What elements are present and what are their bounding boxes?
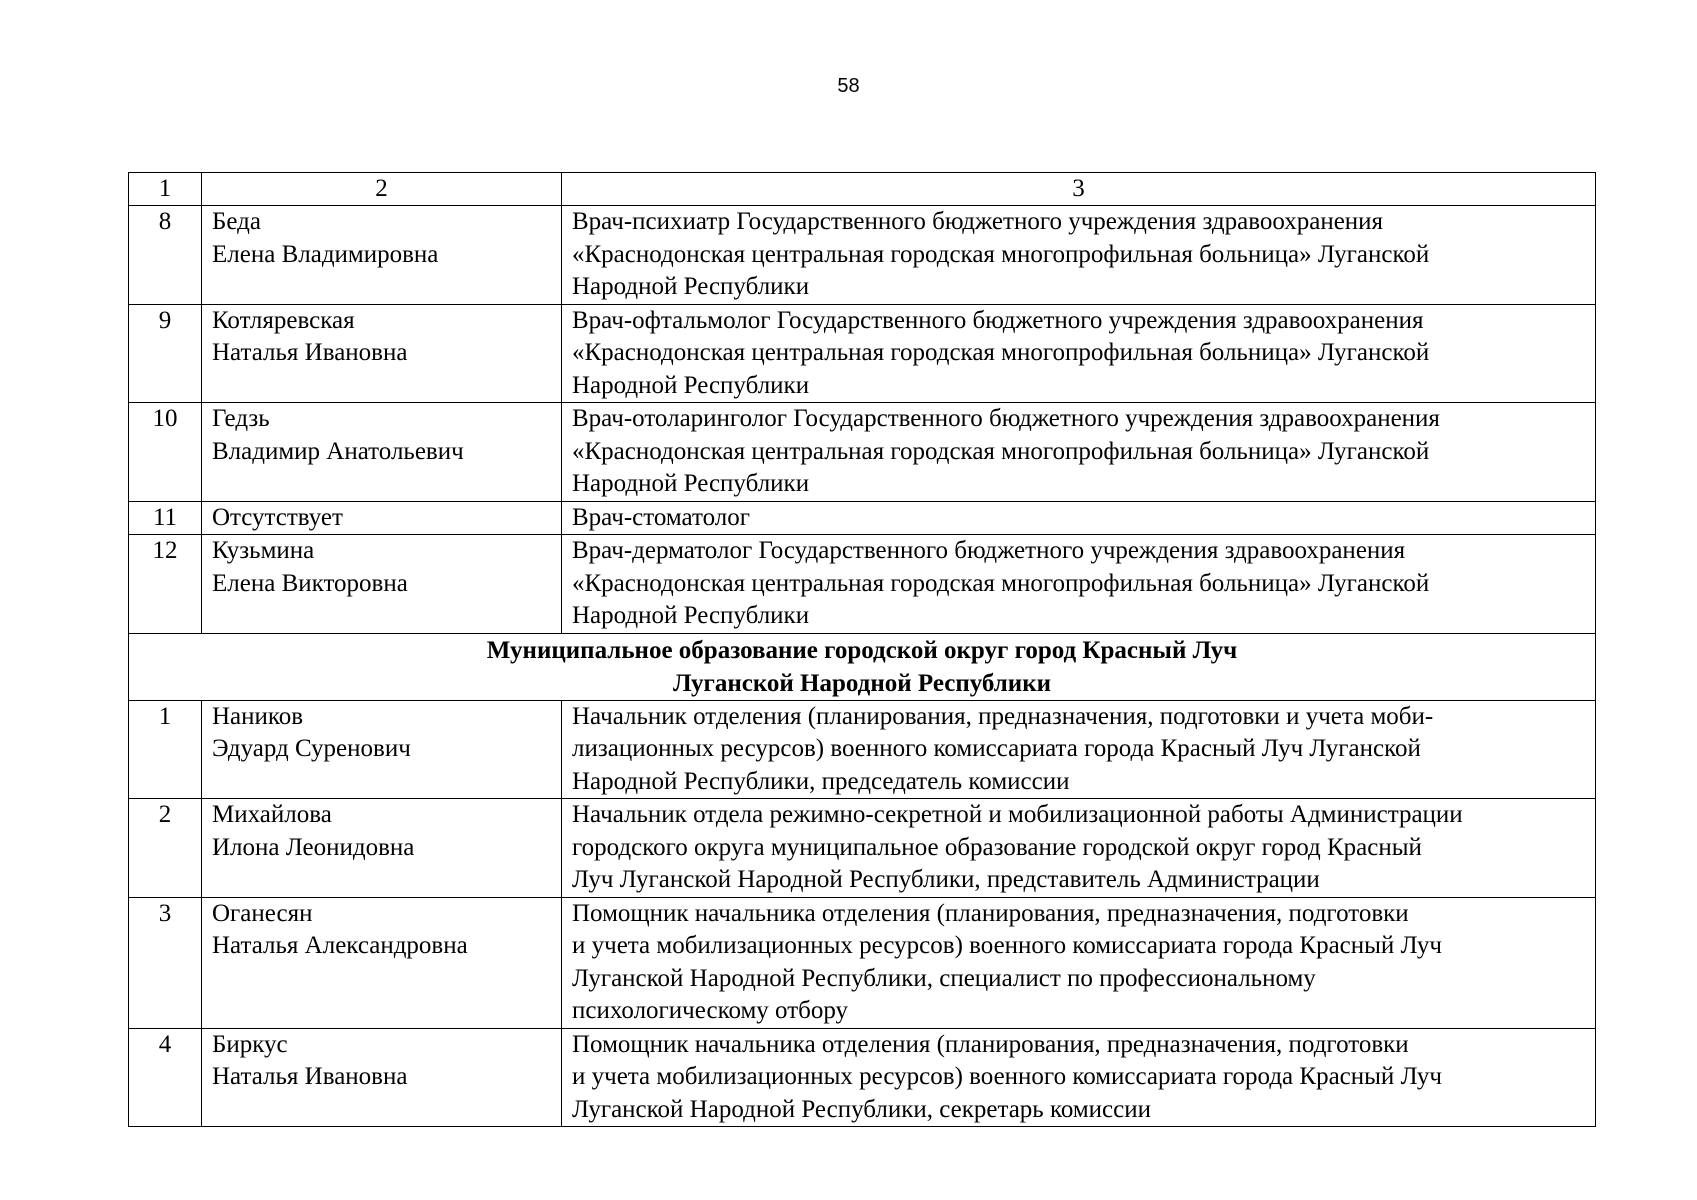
position-line: «Краснодонская центральная городская многопрофильная больница» Луганской — [572, 437, 1430, 465]
row-number: 11 — [129, 501, 202, 535]
position-line: Луч Луганской Народной Республики, представитель Администрации — [572, 866, 1320, 893]
position-cell — [562, 403, 1596, 502]
last-name: Беда — [212, 208, 261, 235]
table-body — [129, 173, 1596, 1127]
position-cell — [562, 700, 1596, 799]
position-line: Врач-офтальмолог Государственного бюджетного учреждения здравоохранения — [572, 306, 1424, 334]
last-name: Биркус — [212, 1030, 288, 1058]
position-line: Начальник отделения (планирования, предназначения, подготовки и учета моби- — [572, 702, 1434, 730]
position-line: «Краснодонская центральная городская многопрофильная больница» Луганской — [572, 569, 1430, 597]
position-line: Народной Республики, председатель комиссии — [572, 767, 1070, 795]
position-line: «Краснодонская центральная городская многопрофильная больница» Луганской — [572, 240, 1430, 268]
person-name-cell — [202, 897, 562, 1028]
header-row — [129, 173, 1596, 206]
row-number: 12 — [129, 535, 202, 634]
position-line: Народной Республики — [572, 371, 810, 399]
person-name-cell — [202, 501, 562, 535]
position-line: Врач-психиатр Государственного бюджетного учреждения здравоохранения — [572, 208, 1384, 235]
row-number: 8 — [129, 206, 202, 305]
row-number: 10 — [129, 403, 202, 502]
section-heading-line-2: Луганской Народной Республики — [672, 669, 1052, 697]
position-line: Врач-дерматолог Государственного бюджетного учреждения здравоохранения — [572, 537, 1406, 564]
table-row — [129, 206, 1596, 305]
position-line: психологическому отбору — [572, 997, 849, 1024]
position-cell — [562, 897, 1596, 1028]
section-heading — [129, 633, 1596, 700]
person-name-cell — [202, 535, 562, 634]
page-number: 58 — [837, 75, 860, 97]
position-line: Народной Республики — [572, 273, 810, 300]
position-cell — [562, 535, 1596, 634]
position-cell — [562, 206, 1596, 305]
position-line: Помощник начальника отделения (планирования, предназначения, подготовки — [572, 899, 1409, 927]
table-row — [129, 304, 1596, 403]
first-middle-name: Наталья Ивановна — [212, 339, 408, 366]
first-middle-name: Наталья Ивановна — [212, 1063, 408, 1090]
position-line: и учета мобилизационных ресурсов) военного комиссариата города Красный Луч — [572, 1063, 1442, 1090]
table-row — [129, 501, 1596, 535]
first-middle-name: Наталья Александровна — [212, 932, 468, 959]
table-row — [129, 1028, 1596, 1127]
last-name: Котляревская — [212, 306, 355, 334]
position-line: и учета мобилизационных ресурсов) военного комиссариата города Красный Луч — [572, 932, 1442, 959]
table-row — [129, 535, 1596, 634]
person-name-cell — [202, 799, 562, 898]
person-name-cell — [202, 304, 562, 403]
commission-table — [128, 172, 1596, 1127]
position-line: Врач-отоларинголог Государственного бюджетного учреждения здравоохранения — [572, 405, 1440, 432]
person-name-cell — [202, 1028, 562, 1127]
position-line: Луганской Народной Республики, секретарь комиссии — [572, 1095, 1152, 1123]
first-middle-name: Владимир Анатольевич — [212, 437, 464, 465]
first-middle-name: Елена Викторовна — [212, 569, 408, 597]
last-name: Отсутствует — [212, 503, 343, 531]
header-col-1: 1 — [129, 173, 202, 206]
table-row — [129, 700, 1596, 799]
position-line: Луганской Народной Республики, специалист по профессиональному — [572, 964, 1316, 992]
person-name-cell — [202, 700, 562, 799]
first-middle-name: Елена Владимировна — [212, 240, 439, 268]
person-name-cell — [202, 403, 562, 502]
last-name: Оганесян — [212, 899, 313, 927]
row-number: 9 — [129, 304, 202, 403]
last-name: Михайлова — [212, 801, 332, 828]
last-name: Гедзь — [212, 405, 270, 432]
first-middle-name: Илона Леонидовна — [212, 833, 415, 861]
row-number: 3 — [129, 897, 202, 1028]
table-row — [129, 897, 1596, 1028]
position-line: Народной Республики — [572, 602, 810, 629]
first-middle-name: Эдуард Суренович — [212, 735, 411, 762]
row-number: 2 — [129, 799, 202, 898]
position-line: лизационных ресурсов) военного комиссариата города Красный Луч Луганской — [572, 735, 1421, 762]
position-line: Начальник отдела режимно-секретной и мобилизационной работы Администрации — [572, 801, 1463, 828]
position-cell — [562, 1028, 1596, 1127]
row-number: 4 — [129, 1028, 202, 1127]
table-row — [129, 403, 1596, 502]
position-cell — [562, 501, 1596, 535]
header-col-3: 3 — [562, 173, 1596, 206]
last-name: Наников — [212, 702, 304, 730]
position-line: Врач-стоматолог — [572, 503, 750, 531]
section-row — [129, 633, 1596, 700]
position-cell — [562, 304, 1596, 403]
last-name: Кузьмина — [212, 537, 315, 564]
position-line: Помощник начальника отделения (планирования, предназначения, подготовки — [572, 1030, 1409, 1058]
person-name-cell — [202, 206, 562, 305]
table-row — [129, 799, 1596, 898]
position-line: городского округа муниципальное образование городской округ город Красный — [572, 833, 1422, 861]
row-number: 1 — [129, 700, 202, 799]
position-cell — [562, 799, 1596, 898]
section-heading-line-1: Муниципальное образование городской округ город Красный Луч — [486, 636, 1238, 664]
position-line: Народной Республики — [572, 470, 810, 497]
header-col-2: 2 — [202, 173, 562, 206]
position-line: «Краснодонская центральная городская многопрофильная больница» Луганской — [572, 339, 1430, 366]
